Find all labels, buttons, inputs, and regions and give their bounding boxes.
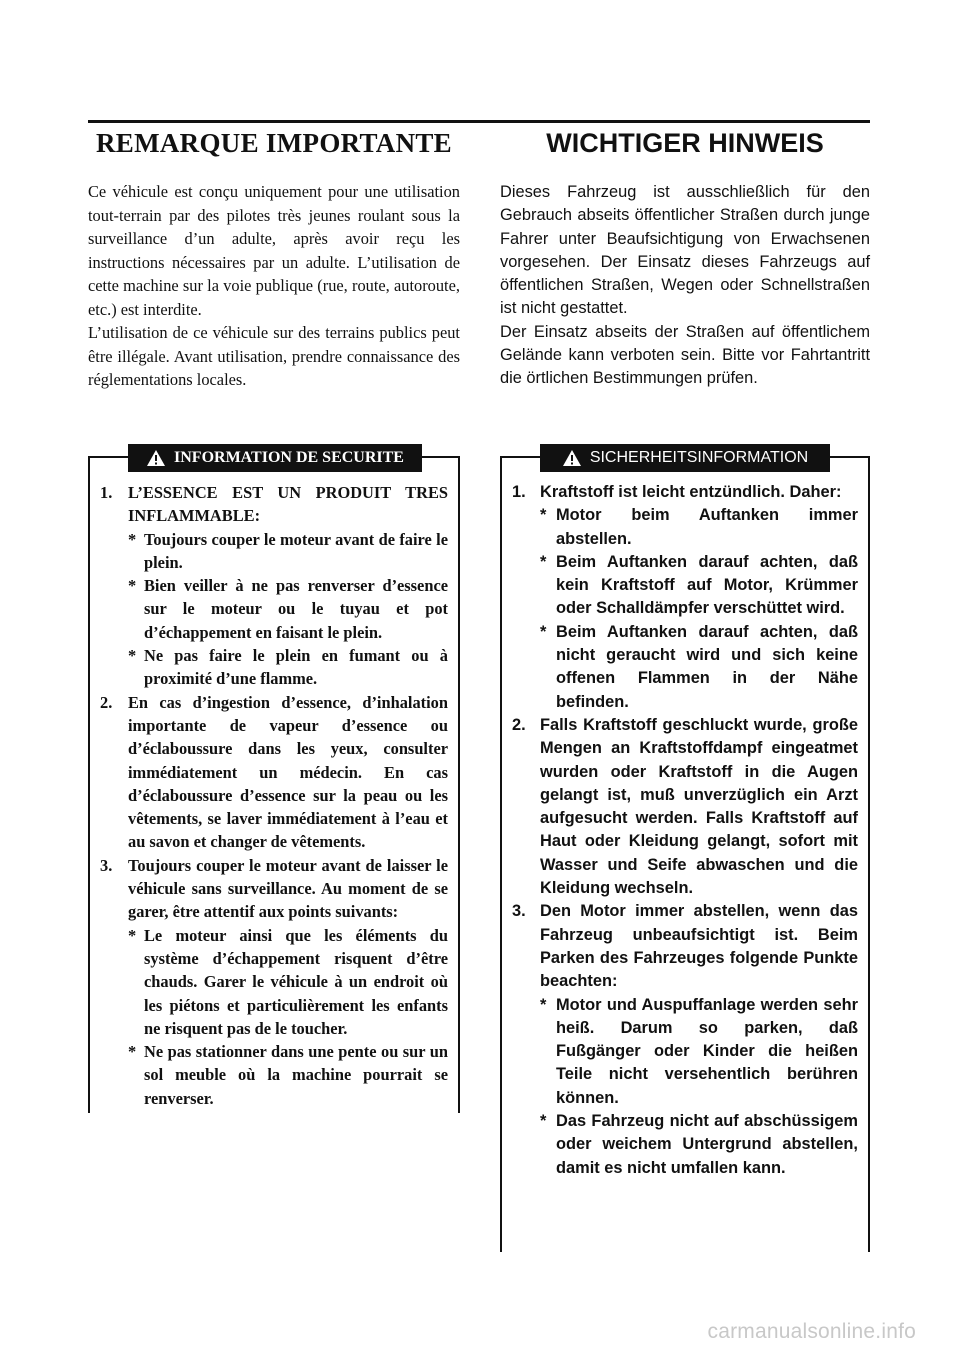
sub-item bbox=[128, 528, 448, 575]
french-intro-paragraph-1: Ce véhicule est conçu uniquement pour une utilisation tout-terrain par des pilotes très jeunes roulant sous la surveillance d’un adulte, après avoir reçu les instructions nécessaires par un adulte. L’utilisation de cette machine sur la voie publique (rue, route, autoroute, etc.) est interdite. bbox=[88, 182, 460, 319]
german-intro bbox=[500, 181, 870, 391]
french-safety-box bbox=[88, 449, 460, 1113]
sub-item bbox=[540, 994, 858, 1110]
star-marker: * bbox=[540, 995, 547, 1014]
sub-item bbox=[128, 644, 448, 691]
sub-item bbox=[128, 574, 448, 644]
french-safety-item-2 bbox=[100, 691, 448, 854]
star-marker: * bbox=[128, 1042, 137, 1062]
french-safety-list bbox=[100, 481, 448, 1110]
german-safety-label bbox=[540, 444, 830, 472]
sub-item-text: Das Fahrzeug nicht auf abschüssigem oder weichem Untergrund abstellen, damit es nicht umfallen kann. bbox=[556, 1112, 858, 1177]
item-number: 1. bbox=[100, 483, 113, 502]
item-text: Toujours couper le moteur avant de laisser le véhicule sans surveillance. Au moment de se garer, être attentif aux points suivants: bbox=[128, 855, 448, 922]
star-marker: * bbox=[128, 529, 137, 549]
german-safety-box bbox=[500, 449, 870, 1252]
sub-item-text: Le moteur ainsi que les éléments du système d’échappement risquent d’être chauds. Garer le véhicule à un endroit où les piétons et particulièrement les enfants ne risquent pas de le toucher. bbox=[144, 925, 448, 1038]
sub-item-text: Beim Auftanken darauf achten, daß nicht geraucht wird und sich keine offenen Flammen in der Nähe befinden. bbox=[556, 622, 858, 711]
french-safety-item-1 bbox=[100, 481, 448, 691]
sub-item bbox=[540, 551, 858, 621]
french-safety-item-3 bbox=[100, 854, 448, 1110]
star-marker: * bbox=[540, 622, 547, 641]
french-intro bbox=[88, 180, 460, 392]
star-marker: * bbox=[540, 552, 547, 571]
german-intro-paragraph-2: Der Einsatz abseits der Straßen auf öffentlichem Gelände kann verboten sein. Bitte vor Fahrtantritt die örtlichen Bestimmungen prüfen. bbox=[500, 322, 870, 388]
sub-item-text: Ne pas faire le plein en fumant ou à proximité d’une flamme. bbox=[144, 646, 448, 689]
sub-item-text: Bien veiller à ne pas renverser d’essence sur le moteur ou le tuyau et pot d’échappement en faisant le plein. bbox=[144, 576, 448, 642]
french-safety-label bbox=[128, 444, 422, 472]
warning-triangle-icon bbox=[146, 449, 166, 467]
german-safety-item-1 bbox=[512, 481, 858, 714]
german-safety-label-text: SICHERHEITSINFORMATION bbox=[589, 449, 809, 466]
sub-item bbox=[540, 621, 858, 714]
sub-item bbox=[540, 504, 858, 551]
item-number: 2. bbox=[512, 715, 526, 734]
french-safety-label-text: INFORMATION DE SECURITE bbox=[174, 449, 404, 466]
top-rule bbox=[88, 120, 870, 123]
item-text: Falls Kraftstoff geschluckt wurde, große Mengen an Kraftstoffdampf eingeatmet wurden oder Kraftstoff in die Augen gelangt ist, muß unverzüglich ein Arzt aufgesucht werden. Falls Kraftstoff auf Haut oder Kleidung gelangt, sofort mit Wasser und Seife abwaschen und die Kleidung wechseln. bbox=[540, 715, 858, 898]
sub-item-text: Motor beim Auftanken immer abstellen. bbox=[556, 506, 858, 548]
star-marker: * bbox=[540, 1112, 547, 1131]
sub-list bbox=[540, 994, 858, 1180]
star-marker: * bbox=[540, 506, 547, 525]
german-safety-list bbox=[512, 481, 858, 1180]
sub-item bbox=[128, 1040, 448, 1110]
item-number: 2. bbox=[100, 692, 113, 712]
star-marker: * bbox=[128, 925, 137, 945]
german-safety-item-3 bbox=[512, 900, 858, 1180]
star-marker: * bbox=[128, 646, 137, 666]
french-title: REMARQUE IMPORTANTE bbox=[95, 128, 452, 158]
german-intro-paragraph-1: Dieses Fahrzeug ist ausschließlich für den Gebrauch abseits öffentlicher Straßen durch junge Fahrer unter Beaufsichtigung von Erwachsenen vorgesehen. Der Einsatz dieses Fahrzeugs auf öffentlichen Straßen, Wegen oder Schnellstraßen ist nicht gestattet. bbox=[500, 183, 870, 318]
item-number: 3. bbox=[512, 902, 526, 921]
item-text: Kraftstoff ist leicht entzündlich. Daher: bbox=[540, 483, 842, 501]
item-text: L’ESSENCE EST UN PRODUIT TRES INFLAMMABLE: bbox=[128, 483, 448, 526]
item-number: 3. bbox=[100, 855, 113, 875]
sub-list bbox=[128, 924, 448, 1110]
sub-item-text: Beim Auftanken darauf achten, daß kein Kraftstoff auf Motor, Krümmer oder Schalldämpfer verschüttet wird. bbox=[556, 552, 858, 618]
french-intro-paragraph-2: L’utilisation de ce véhicule sur des terrains publics peut être illégale. Avant utilisation, prendre connaissance des réglementations locales. bbox=[88, 323, 460, 389]
item-number: 1. bbox=[512, 483, 526, 501]
star-marker: * bbox=[128, 576, 137, 596]
sub-list bbox=[540, 504, 858, 714]
sub-item bbox=[128, 924, 448, 1040]
warning-triangle-icon bbox=[562, 449, 582, 467]
german-safety-item-2 bbox=[512, 714, 858, 900]
item-text: En cas d’ingestion d’essence, d’inhalation importante de vapeur d’essence ou d’éclaboussure dans les yeux, consulter immédiatement un médecin. En cas d’éclaboussure d’essence sur la peau ou les vêtements, se laver immédiatement à l’eau et au savon et changer de vêtements. bbox=[128, 692, 448, 852]
watermark: carmanualsonline.info bbox=[707, 1320, 916, 1343]
sub-item-text: Toujours couper le moteur avant de faire le plein. bbox=[144, 529, 448, 572]
sub-item bbox=[540, 1110, 858, 1180]
item-text: Den Motor immer abstellen, wenn das Fahrzeug unbeaufsichtigt ist. Beim Parken des Fahrzeuges folgende Punkte beachten: bbox=[540, 902, 858, 991]
sub-list bbox=[128, 528, 448, 691]
sub-item-text: Ne pas stationner dans une pente ou sur un sol meuble où la machine pourrait se renverser. bbox=[144, 1042, 448, 1108]
sub-item-text: Motor und Auspuffanlage werden sehr heiß. Darum so parken, daß Fußgänger oder Kinder die heißen Teile nicht versehentlich berühren können. bbox=[556, 995, 858, 1107]
german-title: WICHTIGER HINWEIS bbox=[546, 128, 824, 158]
